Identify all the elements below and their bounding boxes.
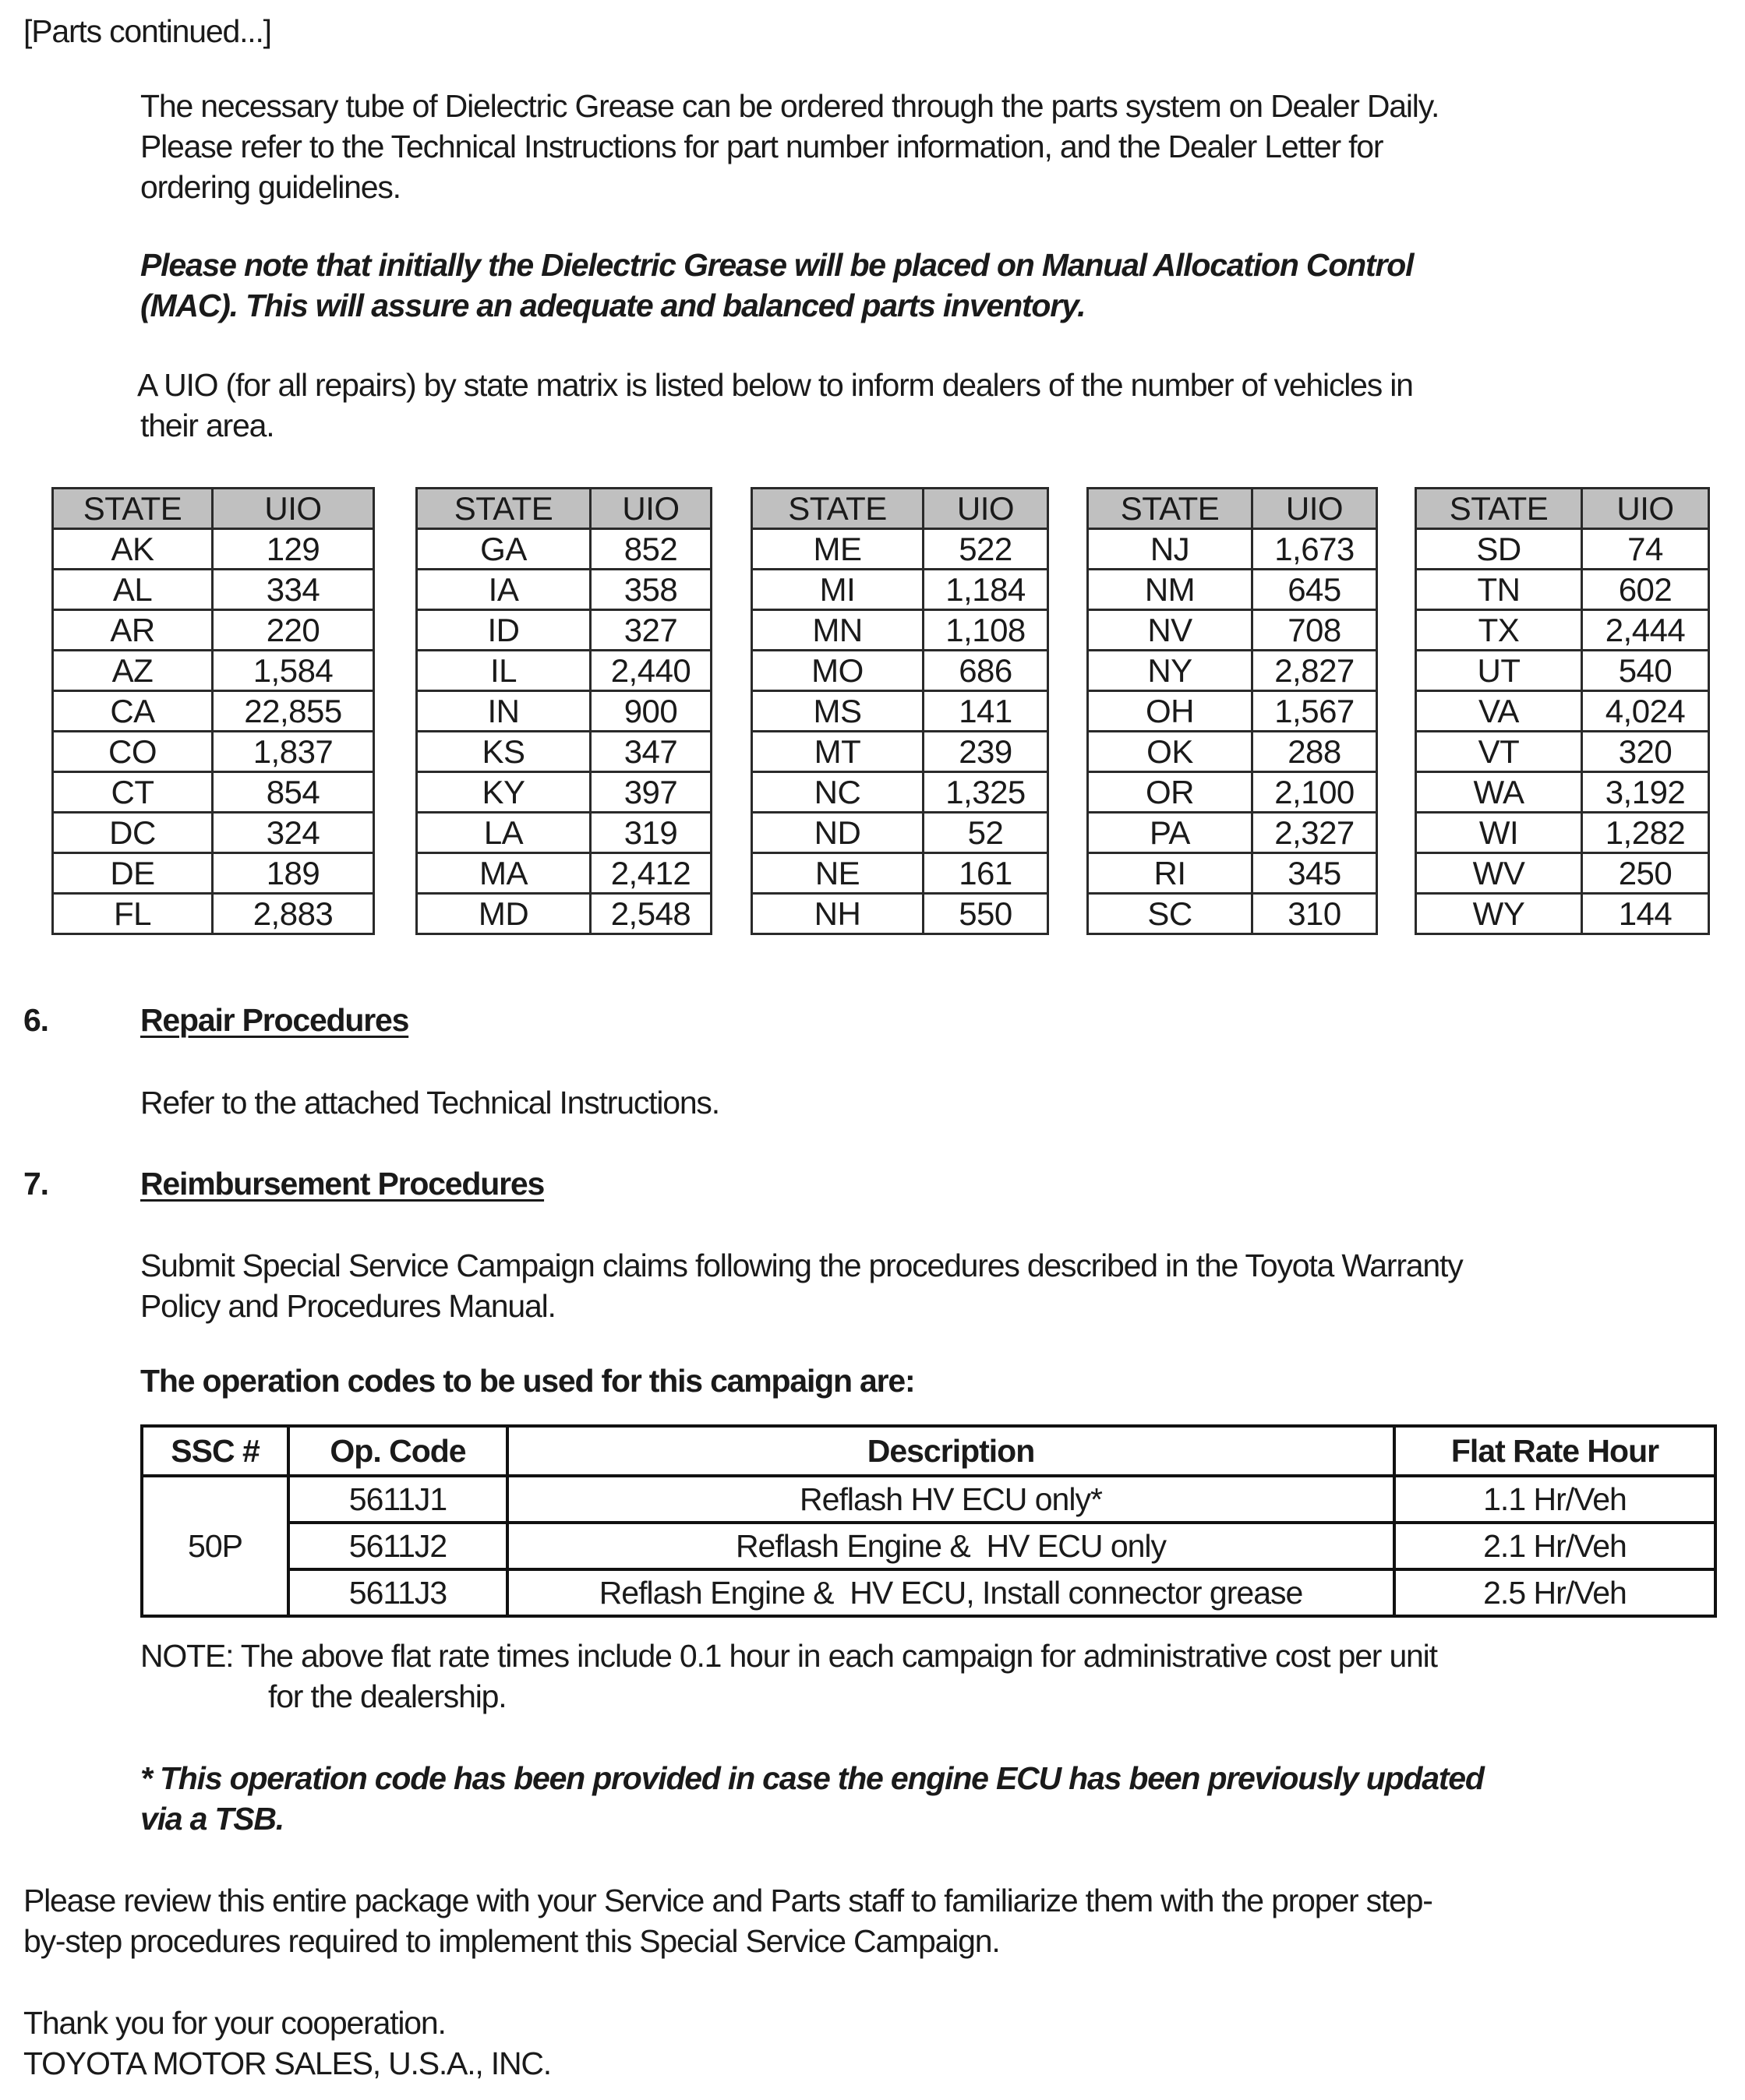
col-header-state: STATE [1416, 489, 1582, 529]
uio-cell: 602 [1582, 570, 1709, 610]
review-line: by-step procedures required to implement this Special Service Campaign. [23, 1923, 1000, 1959]
state-cell: ND [752, 813, 924, 853]
col-header-flat-rate: Flat Rate Hour [1394, 1426, 1715, 1476]
uio-cell: 1,837 [213, 732, 374, 772]
uio-cell: 2,327 [1252, 813, 1377, 853]
col-header-state: STATE [53, 489, 213, 529]
op-code-cell: 5611J1 [288, 1476, 507, 1523]
uio-intro-line: their area. [140, 408, 274, 443]
uio-cell: 320 [1582, 732, 1709, 772]
state-cell: CO [53, 732, 213, 772]
state-cell: ME [752, 529, 924, 570]
uio-cell: 1,673 [1252, 529, 1377, 570]
col-header-state: STATE [417, 489, 591, 529]
table-row [417, 529, 712, 570]
uio-cell: 358 [591, 570, 712, 610]
table-row [53, 894, 374, 934]
table-row [417, 691, 712, 732]
table-row [1416, 529, 1709, 570]
ssc-cell: 50P [142, 1476, 288, 1616]
company-name: TOYOTA MOTOR SALES, U.S.A., INC. [23, 2045, 551, 2081]
table-row [1088, 651, 1377, 691]
state-cell: TX [1416, 610, 1582, 651]
parts-continued-label: [Parts continued...] [23, 13, 271, 49]
table-row [1416, 691, 1709, 732]
table-row [752, 570, 1048, 610]
table-row [53, 691, 374, 732]
table-row [142, 1523, 1715, 1569]
section-7-body [140, 1245, 1463, 1326]
uio-cell: 2,100 [1252, 772, 1377, 813]
uio-cell: 319 [591, 813, 712, 853]
state-cell: VA [1416, 691, 1582, 732]
uio-cell: 2,412 [591, 853, 712, 894]
col-header-uio: UIO [1582, 489, 1709, 529]
uio-cell: 900 [591, 691, 712, 732]
uio-cell: 334 [213, 570, 374, 610]
uio-cell: 522 [924, 529, 1048, 570]
table-row [417, 853, 712, 894]
flat-rate-cell: 1.1 Hr/Veh [1394, 1476, 1715, 1523]
state-cell: SC [1088, 894, 1252, 934]
table-row [1416, 732, 1709, 772]
uio-cell: 129 [213, 529, 374, 570]
table-row [53, 610, 374, 651]
state-cell: NM [1088, 570, 1252, 610]
state-cell: FL [53, 894, 213, 934]
asterisk-note-line: via a TSB. [140, 1801, 284, 1837]
mac-note-line: Please note that initially the Dielectric Grease will be placed on Manual Allocation Control [140, 247, 1414, 283]
uio-table-2 [415, 487, 712, 935]
table-row [53, 853, 374, 894]
table-row [752, 772, 1048, 813]
state-cell: WV [1416, 853, 1582, 894]
uio-cell: 686 [924, 651, 1048, 691]
table-row [53, 651, 374, 691]
uio-cell: 854 [213, 772, 374, 813]
table-row [752, 853, 1048, 894]
uio-cell: 1,584 [213, 651, 374, 691]
state-cell: CA [53, 691, 213, 732]
col-header-uio: UIO [1252, 489, 1377, 529]
state-cell: NJ [1088, 529, 1252, 570]
state-cell: MN [752, 610, 924, 651]
uio-cell: 1,184 [924, 570, 1048, 610]
uio-cell: 288 [1252, 732, 1377, 772]
table-row [417, 570, 712, 610]
uio-cell: 74 [1582, 529, 1709, 570]
body-line: Submit Special Service Campaign claims following the procedures described in the Toyota Warranty [140, 1248, 1463, 1283]
col-header-state: STATE [752, 489, 924, 529]
uio-cell: 144 [1582, 894, 1709, 934]
state-cell: LA [417, 813, 591, 853]
opcodes-table [140, 1424, 1717, 1618]
table-row [752, 651, 1048, 691]
col-header-ssc: SSC # [142, 1426, 288, 1476]
table-row [417, 772, 712, 813]
state-cell: OK [1088, 732, 1252, 772]
state-cell: NY [1088, 651, 1252, 691]
uio-cell: 327 [591, 610, 712, 651]
state-cell: CT [53, 772, 213, 813]
col-header-uio: UIO [924, 489, 1048, 529]
state-cell: PA [1088, 813, 1252, 853]
asterisk-note-line: * This operation code has been provided in case the engine ECU has been previously updated [140, 1760, 1484, 1796]
uio-cell: 189 [213, 853, 374, 894]
table-row [752, 610, 1048, 651]
table-row [752, 691, 1048, 732]
uio-cell: 310 [1252, 894, 1377, 934]
section-7-number: 7. [23, 1166, 48, 1202]
uio-table-5 [1415, 487, 1710, 935]
table-row [752, 732, 1048, 772]
table-row [53, 813, 374, 853]
table-row [1416, 651, 1709, 691]
table-row [417, 651, 712, 691]
state-cell: IL [417, 651, 591, 691]
state-cell: DE [53, 853, 213, 894]
state-cell: VT [1416, 732, 1582, 772]
state-cell: NV [1088, 610, 1252, 651]
uio-cell: 2,440 [591, 651, 712, 691]
note-line: for the dealership. [268, 1678, 507, 1714]
table-row [53, 570, 374, 610]
table-row [1416, 772, 1709, 813]
uio-table-4 [1086, 487, 1378, 935]
uio-table-3 [751, 487, 1049, 935]
uio-cell: 1,567 [1252, 691, 1377, 732]
table-row [1088, 813, 1377, 853]
state-cell: NC [752, 772, 924, 813]
state-cell: ID [417, 610, 591, 651]
paragraph-line: ordering guidelines. [140, 169, 401, 205]
state-cell: IA [417, 570, 591, 610]
table-row [417, 894, 712, 934]
review-paragraph [23, 1880, 1432, 1961]
state-cell: KS [417, 732, 591, 772]
table-row [752, 894, 1048, 934]
flat-rate-cell: 2.5 Hr/Veh [1394, 1569, 1715, 1616]
uio-table-1 [51, 487, 375, 935]
uio-intro [137, 365, 1413, 446]
table-row [417, 813, 712, 853]
flat-rate-note [140, 1636, 1437, 1717]
paragraph-line: The necessary tube of Dielectric Grease can be ordered through the parts system on Dealer Daily. [140, 88, 1439, 124]
table-row [1088, 610, 1377, 651]
table-row [417, 732, 712, 772]
state-cell: WA [1416, 772, 1582, 813]
table-row [1088, 570, 1377, 610]
uio-cell: 345 [1252, 853, 1377, 894]
table-row [53, 732, 374, 772]
uio-cell: 397 [591, 772, 712, 813]
description-cell: Reflash Engine & HV ECU only [507, 1523, 1394, 1569]
description-cell: Reflash Engine & HV ECU, Install connector grease [507, 1569, 1394, 1616]
thanks-line: Thank you for your cooperation. [23, 2005, 446, 2041]
signature-block [23, 2003, 551, 2084]
col-header-state: STATE [1088, 489, 1252, 529]
uio-cell: 2,548 [591, 894, 712, 934]
table-row [1088, 772, 1377, 813]
note-line: NOTE: The above flat rate times include 0.1 hour in each campaign for administrative cost per unit [140, 1638, 1437, 1674]
asterisk-note [140, 1758, 1484, 1839]
mac-note-line: (MAC). This will assure an adequate and balanced parts inventory. [140, 288, 1086, 323]
table-row [1416, 570, 1709, 610]
uio-cell: 1,325 [924, 772, 1048, 813]
uio-cell: 347 [591, 732, 712, 772]
state-cell: AR [53, 610, 213, 651]
table-row [752, 529, 1048, 570]
table-row [1088, 853, 1377, 894]
table-row [142, 1569, 1715, 1616]
col-header-description: Description [507, 1426, 1394, 1476]
uio-cell: 250 [1582, 853, 1709, 894]
uio-cell: 852 [591, 529, 712, 570]
table-row [1416, 853, 1709, 894]
col-header-uio: UIO [213, 489, 374, 529]
col-header-uio: UIO [591, 489, 712, 529]
state-cell: UT [1416, 651, 1582, 691]
state-cell: NH [752, 894, 924, 934]
state-cell: OH [1088, 691, 1252, 732]
table-row [752, 813, 1048, 853]
uio-cell: 708 [1252, 610, 1377, 651]
table-row [1416, 813, 1709, 853]
uio-cell: 645 [1252, 570, 1377, 610]
state-cell: SD [1416, 529, 1582, 570]
state-cell: KY [417, 772, 591, 813]
table-row [53, 529, 374, 570]
state-cell: AK [53, 529, 213, 570]
table-row [417, 610, 712, 651]
mac-note [140, 245, 1413, 326]
section-6-body: Refer to the attached Technical Instructions. [140, 1085, 719, 1121]
body-line: Policy and Procedures Manual. [140, 1288, 556, 1324]
section-6-number: 6. [23, 1002, 48, 1038]
col-header-op-code: Op. Code [288, 1426, 507, 1476]
table-row [1088, 691, 1377, 732]
table-row [1416, 610, 1709, 651]
state-cell: WI [1416, 813, 1582, 853]
state-cell: IN [417, 691, 591, 732]
uio-intro-line: A UIO (for all repairs) by state matrix is listed below to inform dealers of the number of vehicles in [137, 367, 1413, 403]
uio-cell: 3,192 [1582, 772, 1709, 813]
table-row [53, 772, 374, 813]
state-cell: MA [417, 853, 591, 894]
uio-cell: 22,855 [213, 691, 374, 732]
op-code-cell: 5611J3 [288, 1569, 507, 1616]
state-cell: GA [417, 529, 591, 570]
uio-cell: 4,024 [1582, 691, 1709, 732]
state-cell: MS [752, 691, 924, 732]
table-row [1088, 732, 1377, 772]
uio-cell: 220 [213, 610, 374, 651]
state-cell: OR [1088, 772, 1252, 813]
table-row [1088, 894, 1377, 934]
state-cell: NE [752, 853, 924, 894]
uio-cell: 550 [924, 894, 1048, 934]
op-code-cell: 5611J2 [288, 1523, 507, 1569]
uio-cell: 324 [213, 813, 374, 853]
state-cell: TN [1416, 570, 1582, 610]
opcodes-intro: The operation codes to be used for this campaign are: [140, 1363, 915, 1399]
state-cell: WY [1416, 894, 1582, 934]
description-cell: Reflash HV ECU only* [507, 1476, 1394, 1523]
uio-cell: 141 [924, 691, 1048, 732]
state-cell: AZ [53, 651, 213, 691]
uio-cell: 2,883 [213, 894, 374, 934]
table-row [142, 1476, 1715, 1523]
uio-cell: 52 [924, 813, 1048, 853]
parts-paragraph [140, 86, 1439, 207]
opcodes-header-row [142, 1426, 1715, 1476]
uio-cell: 1,108 [924, 610, 1048, 651]
state-cell: MT [752, 732, 924, 772]
uio-cell: 540 [1582, 651, 1709, 691]
uio-cell: 2,444 [1582, 610, 1709, 651]
section-6-title: Repair Procedures [140, 1002, 409, 1038]
state-cell: MI [752, 570, 924, 610]
uio-cell: 161 [924, 853, 1048, 894]
uio-cell: 1,282 [1582, 813, 1709, 853]
paragraph-line: Please refer to the Technical Instructions for part number information, and the Dealer Letter for [140, 129, 1383, 164]
table-row [1416, 894, 1709, 934]
state-cell: MD [417, 894, 591, 934]
uio-cell: 239 [924, 732, 1048, 772]
state-cell: MO [752, 651, 924, 691]
flat-rate-cell: 2.1 Hr/Veh [1394, 1523, 1715, 1569]
state-cell: DC [53, 813, 213, 853]
review-line: Please review this entire package with your Service and Parts staff to familiarize them with the proper step- [23, 1883, 1432, 1918]
state-cell: RI [1088, 853, 1252, 894]
table-row [1088, 529, 1377, 570]
uio-cell: 2,827 [1252, 651, 1377, 691]
state-cell: AL [53, 570, 213, 610]
section-7-title: Reimbursement Procedures [140, 1166, 545, 1202]
